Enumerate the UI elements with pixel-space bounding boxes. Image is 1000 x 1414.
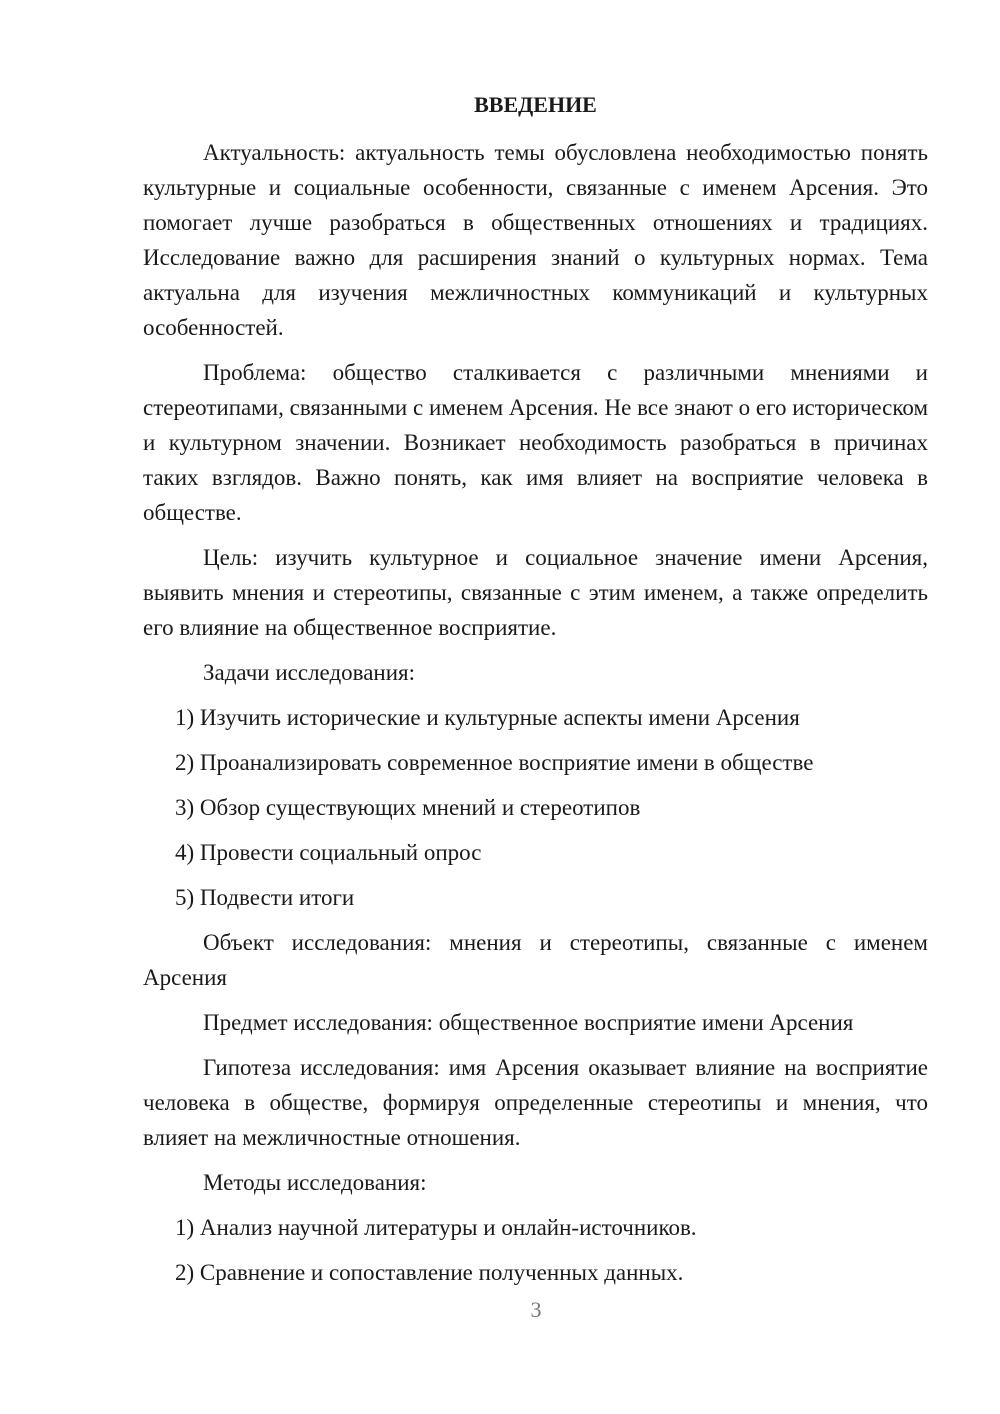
subject-paragraph: Предмет исследования: общественное восприятие имени Арсения [203,1010,854,1035]
list-item: 4) Провести социальный опрос [175,840,482,865]
problem-paragraph: Проблема: общество сталкивается с различными мнениями и стереотипами, связанными с именем Арсения. Не все знают о его историческом и культурном значении. Возникает необходимость разобраться в причинах таких взглядов. Важно понять, как имя влияет на восприятие человека в обществе. [143,360,928,525]
page-content [143,90,928,1300]
list-item: 3) Обзор существующих мнений и стереотипов [175,795,641,820]
methods-list [143,1210,928,1290]
section-title: ВВЕДЕНИЕ [474,92,597,117]
relevance-paragraph: Актуальность: актуальность темы обусловлена необходимостью понять культурные и социальные особенности, связанные с именем Арсения. Это помогает лучше разобраться в общественных отношениях и традициях. Исследование важно для расширения знаний о культурных нормах. Тема актуальна для изучения межличностных коммуникаций и культурных особенностей. [143,140,928,340]
list-item: 2) Проанализировать современное восприятие имени в обществе [175,750,814,775]
tasks-heading: Задачи исследования: [203,660,416,685]
page-number: 3 [530,1297,542,1322]
hypothesis-paragraph: Гипотеза исследования: имя Арсения оказывает влияние на восприятие человека в обществе, формируя определенные стереотипы и мнения, что влияет на межличностные отношения. [143,1055,928,1150]
tasks-list [143,700,928,915]
goal-paragraph: Цель: изучить культурное и социальное значение имени Арсения, выявить мнения и стереотипы, связанные с этим именем, а также определить его влияние на общественное восприятие. [143,545,928,640]
list-item: 1) Анализ научной литературы и онлайн-источников. [175,1215,697,1240]
methods-heading: Методы исследования: [203,1170,427,1195]
list-item: 1) Изучить исторические и культурные аспекты имени Арсения [175,705,800,730]
list-item: 5) Подвести итоги [175,885,355,910]
object-paragraph: Объект исследования: мнения и стереотипы, связанные с именем Арсения [143,930,928,990]
list-item: 2) Сравнение и сопоставление полученных данных. [175,1260,684,1285]
